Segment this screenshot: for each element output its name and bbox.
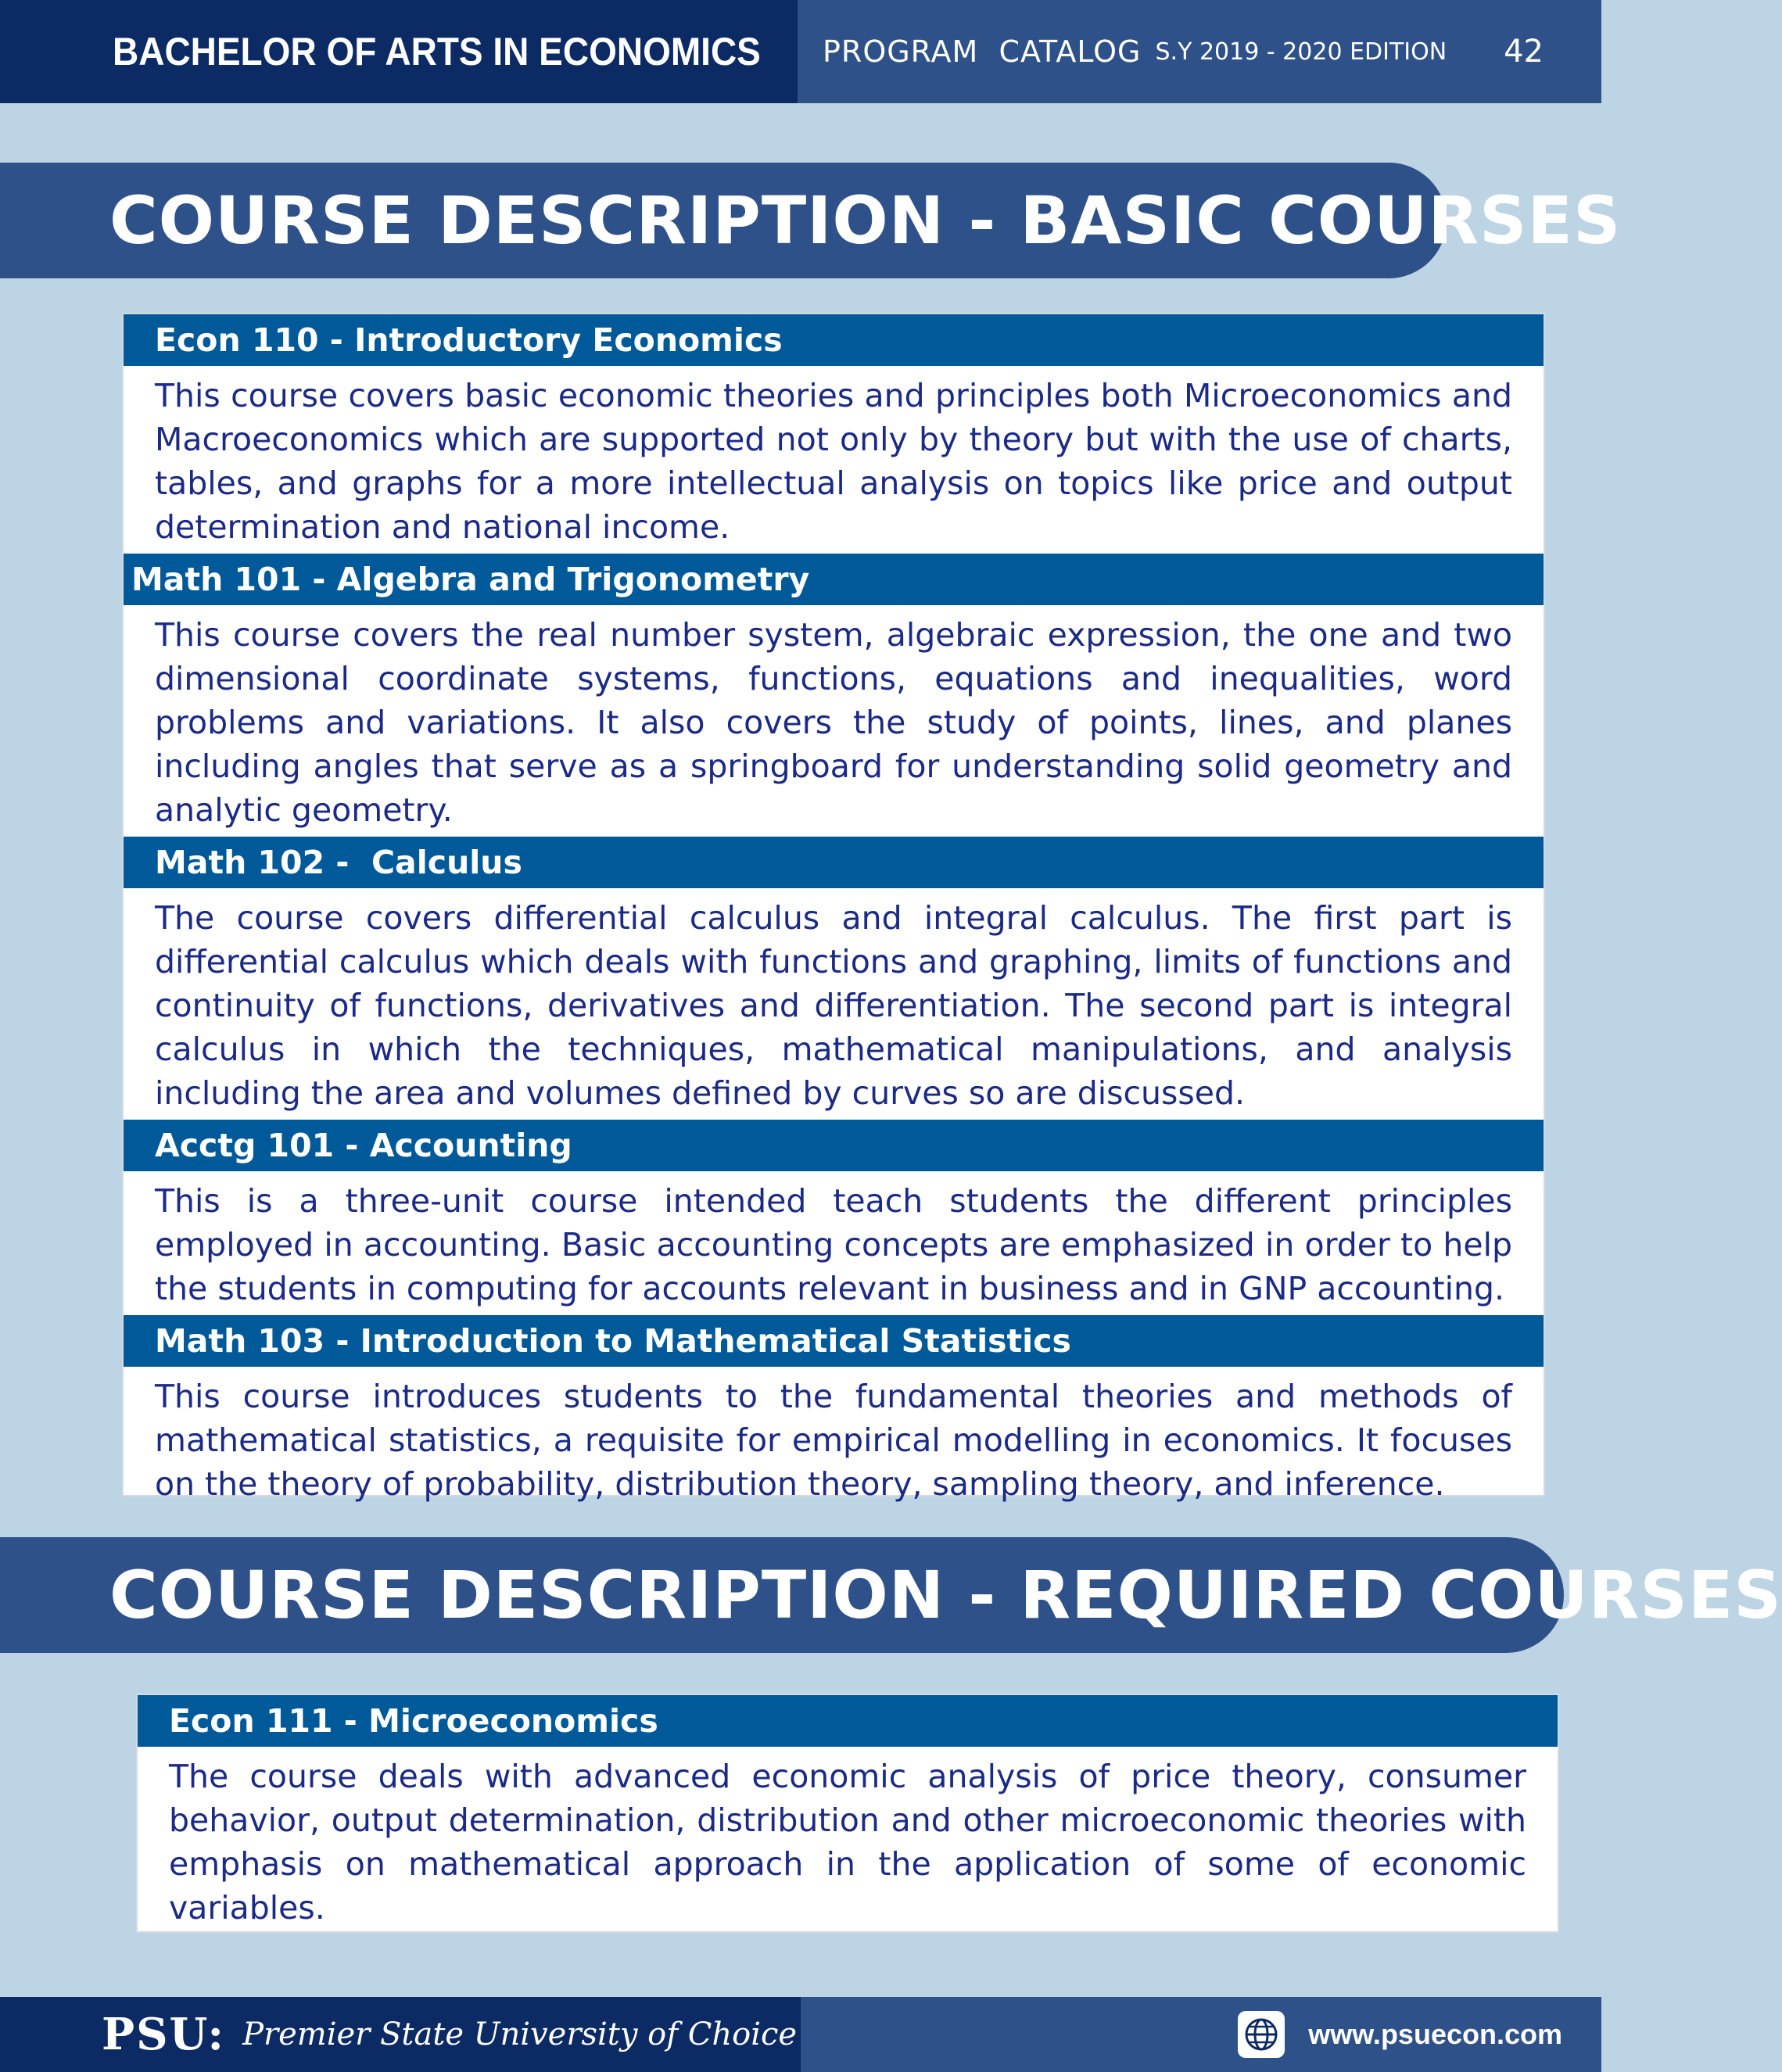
program-name: BACHELOR OF ARTS IN ECONOMICS: [113, 30, 761, 73]
section-title-basic: COURSE DESCRIPTION - BASIC COURSES: [109, 182, 1622, 259]
course-header: Econ 111 - Microeconomics: [138, 1695, 1558, 1747]
psu-logo: PSU:: [102, 2009, 226, 2060]
footer-contact: [801, 1997, 1601, 2072]
course-header: Econ 110 - Introductory Economics: [124, 314, 1544, 366]
course-description: This course introduces students to the fundamental theories and methods of mathematical statistics, a requisite for empirical modelling in economics. It focuses on the theory of probability, distribution theory, sampling theory, and inference.: [155, 1378, 1512, 1503]
header-program-block: [0, 0, 798, 103]
website-link[interactable]: www.psuecon.com: [1308, 2018, 1562, 2050]
course-description: This course covers basic economic theories and principles both Microeconomics and Macroeconomics which are supported not only by theory but with the use of charts, tables, and graphs for a more intellectual analysis on topics like price and output determination and national income.: [155, 377, 1512, 546]
catalog-label: PROGRAM CATALOG: [823, 34, 1142, 69]
footer-brand: [0, 1997, 801, 2072]
required-courses-box: [136, 1694, 1559, 1933]
section-banner-required: [0, 1537, 1782, 1653]
course-header: Math 103 - Introduction to Mathematical Statistics: [124, 1315, 1544, 1367]
course-description: The course covers differential calculus and integral calculus. The first part is differential calculus which deals with functions and graphing, limits of functions and continuity of functions, derivatives and differentiation. The second part is integral calculus in which the techniques, mathematical manipulations, and analysis including the area and volumes defined by curves so are discussed.: [155, 899, 1512, 1112]
section-title-required: COURSE DESCRIPTION - REQUIRED COURSES: [109, 1557, 1782, 1633]
header-catalog-block: [798, 0, 1601, 103]
course-header: Acctg 101 - Accounting: [124, 1120, 1544, 1171]
page-footer: [0, 1997, 1601, 2072]
footer-tagline: Premier State University of Choice: [242, 2016, 798, 2052]
page-number: 42: [1504, 34, 1544, 70]
course-header: Math 101 - Algebra and Trigonometry: [124, 554, 1544, 605]
course-header: Math 102 - Calculus: [124, 837, 1544, 888]
course-description: This course covers the real number system, algebraic expression, the one and two dimensional coordinate systems, functions, equations and inequalities, word problems and variations. It also covers the study of points, lines, and planes including angles that serve as a springboard for understanding solid geometry and analytic geometry.: [155, 616, 1512, 829]
course-description: The course deals with advanced economic analysis of price theory, consumer behavior, output determination, distribution and other microeconomic theories with emphasis on mathematical approach in the application of some of economic variables.: [169, 1758, 1526, 1927]
section-banner-basic: [0, 163, 1622, 278]
course-description: This is a three-unit course intended teach students the different principles employed in accounting. Basic accounting concepts are emphasized in order to help the students in computing for accounts relevant in business and in GNP accounting.: [155, 1182, 1512, 1307]
edition-label: S.Y 2019 - 2020 EDITION: [1155, 38, 1447, 66]
basic-courses-box: [122, 313, 1545, 1503]
page-header: [0, 0, 1601, 103]
globe-icon: [1238, 2011, 1285, 2058]
